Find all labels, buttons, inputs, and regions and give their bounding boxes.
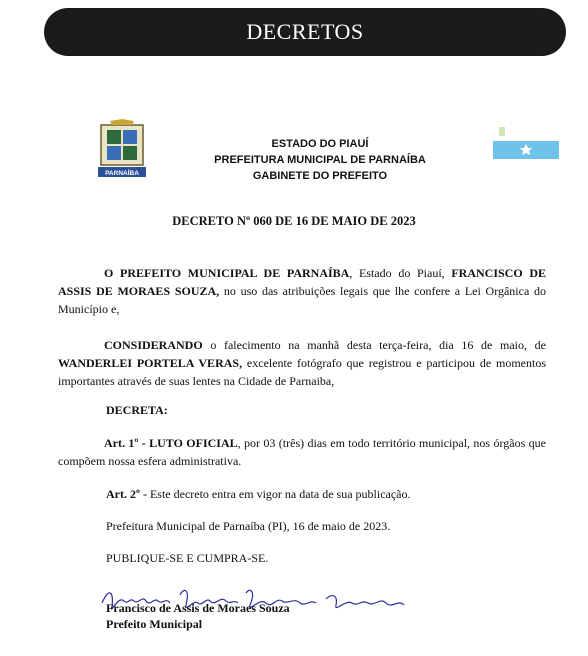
article-2: Art. 2º - Este decreto entra em vigor na data de sua publicação.	[106, 487, 411, 501]
mayor-name: FRANCISCO DE ASSIS DE MORAES SOUZA,	[58, 266, 546, 298]
banner-title: DECRETOS	[246, 19, 364, 44]
deceased-name: WANDERLEI PORTELA VERAS,	[58, 356, 243, 370]
letterhead-office: GABINETE DO PREFEITO	[252, 170, 388, 182]
letterhead-prefecture: PREFEITURA MUNICIPAL DE PARNAÍBA	[214, 154, 426, 166]
article-2-heading: Art. 2º -	[106, 487, 147, 501]
decree-title: DECRETO Nº 060 DE 16 DE MAIO DE 2023	[172, 214, 416, 228]
signer-name: Francisco de Assis de Moraes Souza	[106, 601, 290, 615]
considerando-paragraph: CONSIDERANDO o falecimento na manhã desta terça-feira, dia 16 de maio, de WANDERLEI PORTELA VERAS, excelente fotógrafo que registrou e participou de momentos importantes através de suas lentes na Cidade de Parnaiba,	[58, 338, 546, 388]
place-date: Prefeitura Municipal de Parnaíba (PI), 16 de maio de 2023.	[106, 519, 391, 533]
letterhead-state: ESTADO DO PIAUÍ	[271, 138, 369, 150]
signature-block	[106, 600, 290, 632]
mayor-label: O PREFEITO MUNICIPAL DE PARNAÍBA	[104, 266, 350, 280]
piaui-flag-icon	[493, 127, 559, 161]
article-1: Art. 1º - LUTO OFICIAL, por 03 (três) dias em todo território municipal, nos órgãos que compõem nossa esfera administrativa.	[58, 436, 546, 468]
considerando-label: CONSIDERANDO	[104, 338, 203, 352]
section-banner	[44, 8, 566, 56]
preamble-paragraph: O PREFEITO MUNICIPAL DE PARNAÍBA, Estado do Piauí, FRANCISCO DE ASSIS DE MORAES SOUZA, no uso das atribuições legais que lhe confere a Lei Orgânica do Município e,	[58, 266, 546, 316]
letterhead	[150, 136, 490, 184]
article-1-heading: Art. 1º - LUTO OFICIAL	[104, 436, 238, 450]
svg-text:PARNAÍBA: PARNAÍBA	[105, 170, 139, 177]
parnaiba-crest-icon	[98, 119, 146, 179]
decreta-heading: DECRETA:	[106, 403, 168, 417]
closing-formula: PUBLIQUE-SE E CUMPRA-SE.	[106, 551, 269, 565]
signer-title: Prefeito Municipal	[106, 617, 203, 631]
